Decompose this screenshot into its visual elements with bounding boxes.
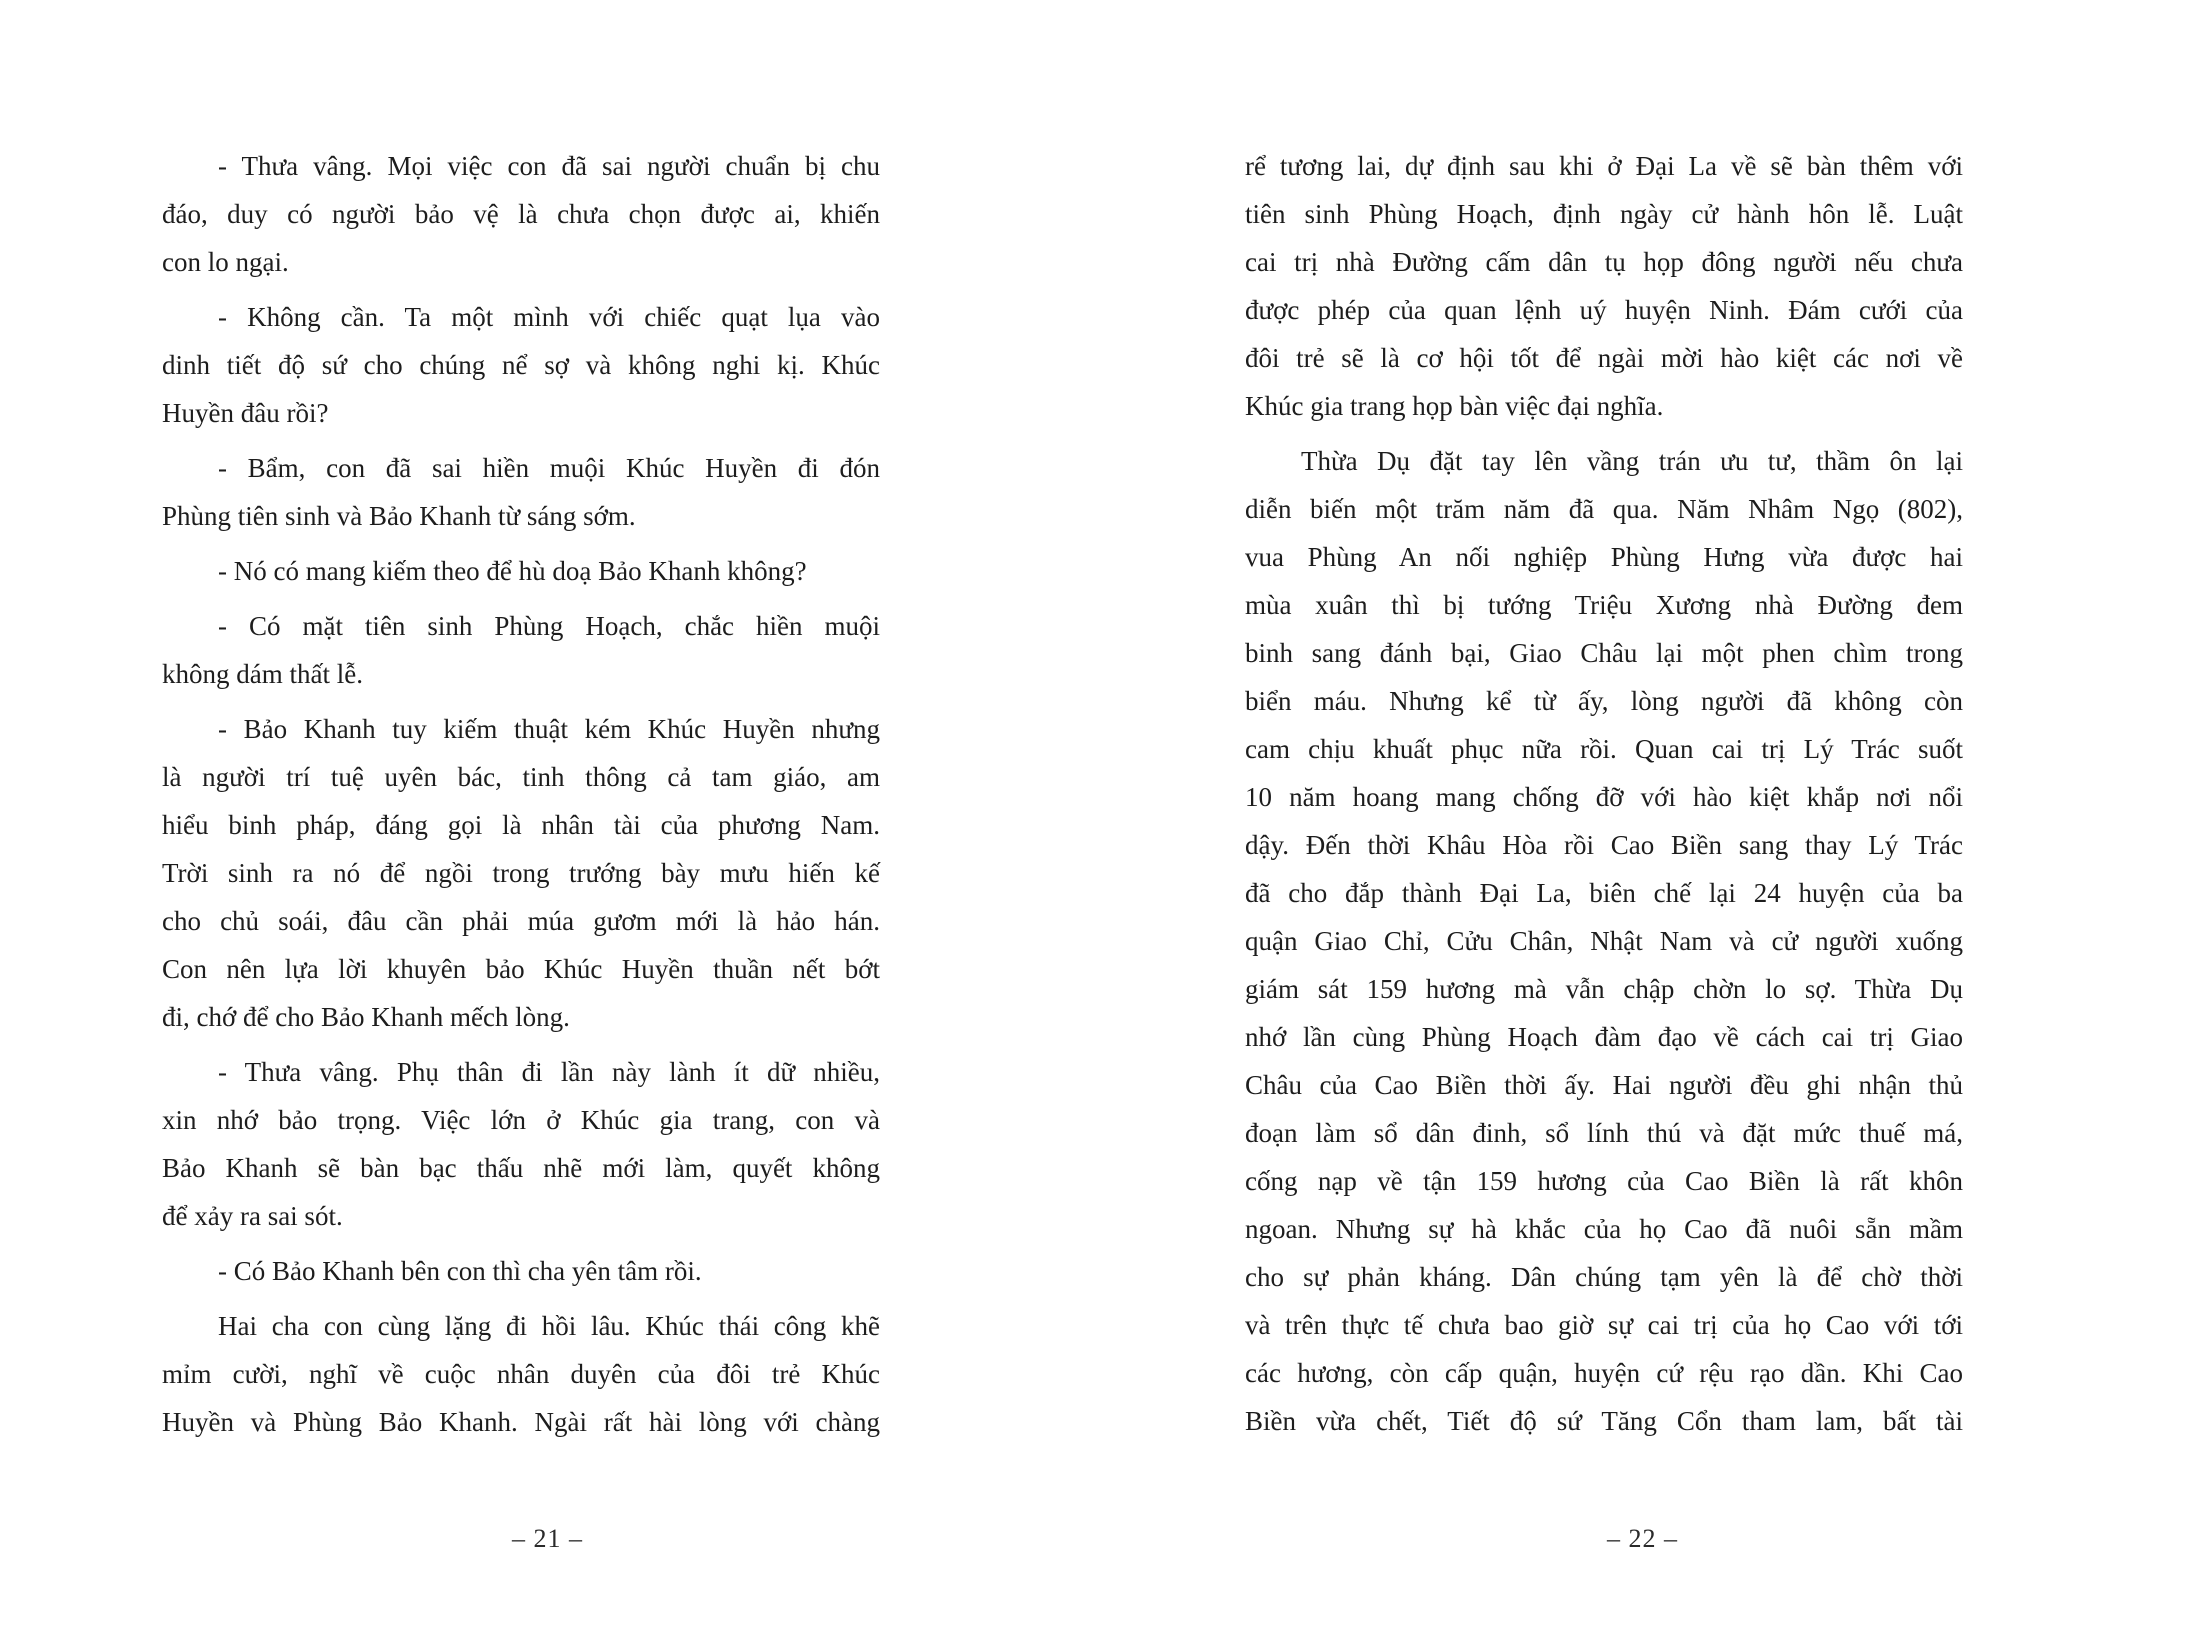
text-line: - Nó có mang kiếm theo để hù doạ Bảo Khanh không? xyxy=(218,556,807,586)
text-line: Hai cha con cùng lặng đi hồi lâu. Khúc thái công khẽ xyxy=(218,1311,880,1341)
text-line: dậy. Đến thời Khâu Hòa rồi Cao Biền sang thay Lý Trác xyxy=(1245,830,1963,860)
text-line: binh sang đánh bại, Giao Châu lại một phen chìm trong xyxy=(1245,638,1963,668)
page-number: – 21 – xyxy=(512,1524,583,1553)
page-22 xyxy=(1095,0,2190,1646)
text-line: - Có Bảo Khanh bên con thì cha yên tâm rồi. xyxy=(218,1256,702,1286)
text-line: cho chủ soái, đâu cần phải múa gươm mới là hảo hán. xyxy=(162,906,880,936)
text-line: đi, chớ để cho Bảo Khanh mếch lòng. xyxy=(162,1002,570,1032)
paragraph xyxy=(162,705,880,1041)
text-line: không dám thất lễ. xyxy=(162,659,363,689)
text-line: cống nạp về tận 159 hương của Cao Biền là rất khôn xyxy=(1245,1166,1963,1196)
text-line: các hương, còn cấp quận, huyện cứ rệu rạo dần. Khi Cao xyxy=(1245,1358,1963,1388)
text-line: cai trị nhà Đường cấm dân tụ họp đông người nếu chưa xyxy=(1245,247,1963,277)
paragraph xyxy=(162,142,880,286)
text-line: 10 năm hoang mang chống đỡ với hào kiệt khắp nơi nổi xyxy=(1245,782,1963,812)
text-line: Con nên lựa lời khuyên bảo Khúc Huyền thuần nết bớt xyxy=(162,954,880,984)
text-line: Phùng tiên sinh và Bảo Khanh từ sáng sớm. xyxy=(162,501,636,531)
text-line: - Thưa vâng. Phụ thân đi lần này lành ít dữ nhiều, xyxy=(218,1057,880,1087)
text-line: được phép của quan lệnh uý huyện Ninh. Đám cưới của xyxy=(1245,295,1963,325)
text-line: - Thưa vâng. Mọi việc con đã sai người chuẩn bị chu xyxy=(218,151,880,181)
text-line: tiên sinh Phùng Hoạch, định ngày cử hành hôn lễ. Luật xyxy=(1245,199,1963,229)
text-line: đã cho đắp thành Đại La, biên chế lại 24 huyện của ba xyxy=(1245,878,1963,908)
text-line: Thừa Dụ đặt tay lên vầng trán ưu tư, thầm ôn lại xyxy=(1301,446,1963,476)
text-line: để xảy ra sai sót. xyxy=(162,1201,343,1231)
text-line: mùa xuân thì bị tướng Triệu Xương nhà Đường đem xyxy=(1245,590,1963,620)
text-line: Huyền và Phùng Bảo Khanh. Ngài rất hài lòng với chàng xyxy=(162,1407,880,1437)
text-line: Châu của Cao Biền thời ấy. Hai người đều ghi nhận thủ xyxy=(1245,1070,1963,1100)
text-line: diễn biến một trăm năm đã qua. Năm Nhâm Ngọ (802), xyxy=(1245,494,1963,524)
text-line: hiểu binh pháp, đáng gọi là nhân tài của phương Nam. xyxy=(162,810,880,840)
text-line: xin nhớ bảo trọng. Việc lớn ở Khúc gia trang, con và xyxy=(162,1105,880,1135)
text-line: cho sự phản kháng. Dân chúng tạm yên là để chờ thời xyxy=(1245,1262,1963,1292)
text-line: Trời sinh ra nó để ngồi trong trướng bày mưu hiến kế xyxy=(162,858,880,888)
text-line: nhớ lần cùng Phùng Hoạch đàm đạo về cách cai trị Giao xyxy=(1245,1022,1963,1052)
text-line: rể tương lai, dự định sau khi ở Đại La về sẽ bàn thêm với xyxy=(1245,151,1963,181)
paragraph xyxy=(162,293,880,437)
paragraph xyxy=(1245,437,1963,1445)
text-line: đôi trẻ sẽ là cơ hội tốt để ngài mời hào kiệt các nơi về xyxy=(1245,343,1963,373)
text-line: - Có mặt tiên sinh Phùng Hoạch, chắc hiền muội xyxy=(218,611,880,641)
page-number: – 22 – xyxy=(1607,1524,1678,1553)
text-line: là người trí tuệ uyên bác, tinh thông cả tam giáo, am xyxy=(162,762,880,792)
text-line: - Bẩm, con đã sai hiền muội Khúc Huyền đi đón xyxy=(218,453,880,483)
text-line: - Bảo Khanh tuy kiếm thuật kém Khúc Huyền nhưng xyxy=(218,714,880,744)
paragraph xyxy=(162,1247,880,1295)
paragraph xyxy=(162,602,880,698)
text-line: Khúc gia trang họp bàn việc đại nghĩa. xyxy=(1245,391,1664,421)
paragraph xyxy=(162,444,880,540)
paragraph xyxy=(162,1302,880,1446)
text-line: đoạn làm sổ dân đinh, sổ lính thú và đặt mức thuế má, xyxy=(1245,1118,1963,1148)
text-line: giám sát 159 hương mà vẫn chập chờn lo sợ. Thừa Dụ xyxy=(1245,974,1963,1004)
paragraph xyxy=(1245,142,1963,430)
text-line: - Không cần. Ta một mình với chiếc quạt lụa vào xyxy=(218,302,880,332)
paragraph xyxy=(162,1048,880,1240)
text-line: dinh tiết độ sứ cho chúng nể sợ và không nghi kị. Khúc xyxy=(162,350,880,380)
text-line: quận Giao Chỉ, Cửu Chân, Nhật Nam và cử người xuống xyxy=(1245,926,1963,956)
text-line: con lo ngại. xyxy=(162,247,289,277)
text-column xyxy=(162,142,880,1453)
text-column xyxy=(1245,142,1963,1452)
text-line: vua Phùng An nối nghiệp Phùng Hưng vừa được hai xyxy=(1245,542,1963,572)
paragraph xyxy=(162,547,880,595)
text-line: biển máu. Nhưng kể từ ấy, lòng người đã không còn xyxy=(1245,686,1963,716)
text-line: ngoan. Nhưng sự hà khắc của họ Cao đã nuôi sẵn mầm xyxy=(1245,1214,1963,1244)
text-line: Huyền đâu rồi? xyxy=(162,398,329,428)
text-line: Biền vừa chết, Tiết độ sứ Tăng Cổn tham lam, bất tài xyxy=(1245,1406,1963,1436)
text-line: Bảo Khanh sẽ bàn bạc thấu nhẽ mới làm, quyết không xyxy=(162,1153,880,1183)
text-line: và trên thực tế chưa bao giờ sự cai trị của họ Cao với tới xyxy=(1245,1310,1963,1340)
text-line: cam chịu khuất phục nữa rồi. Quan cai trị Lý Trác suốt xyxy=(1245,734,1963,764)
text-line: đáo, duy có người bảo vệ là chưa chọn được ai, khiến xyxy=(162,199,880,229)
text-line: mỉm cười, nghĩ về cuộc nhân duyên của đôi trẻ Khúc xyxy=(162,1359,880,1389)
